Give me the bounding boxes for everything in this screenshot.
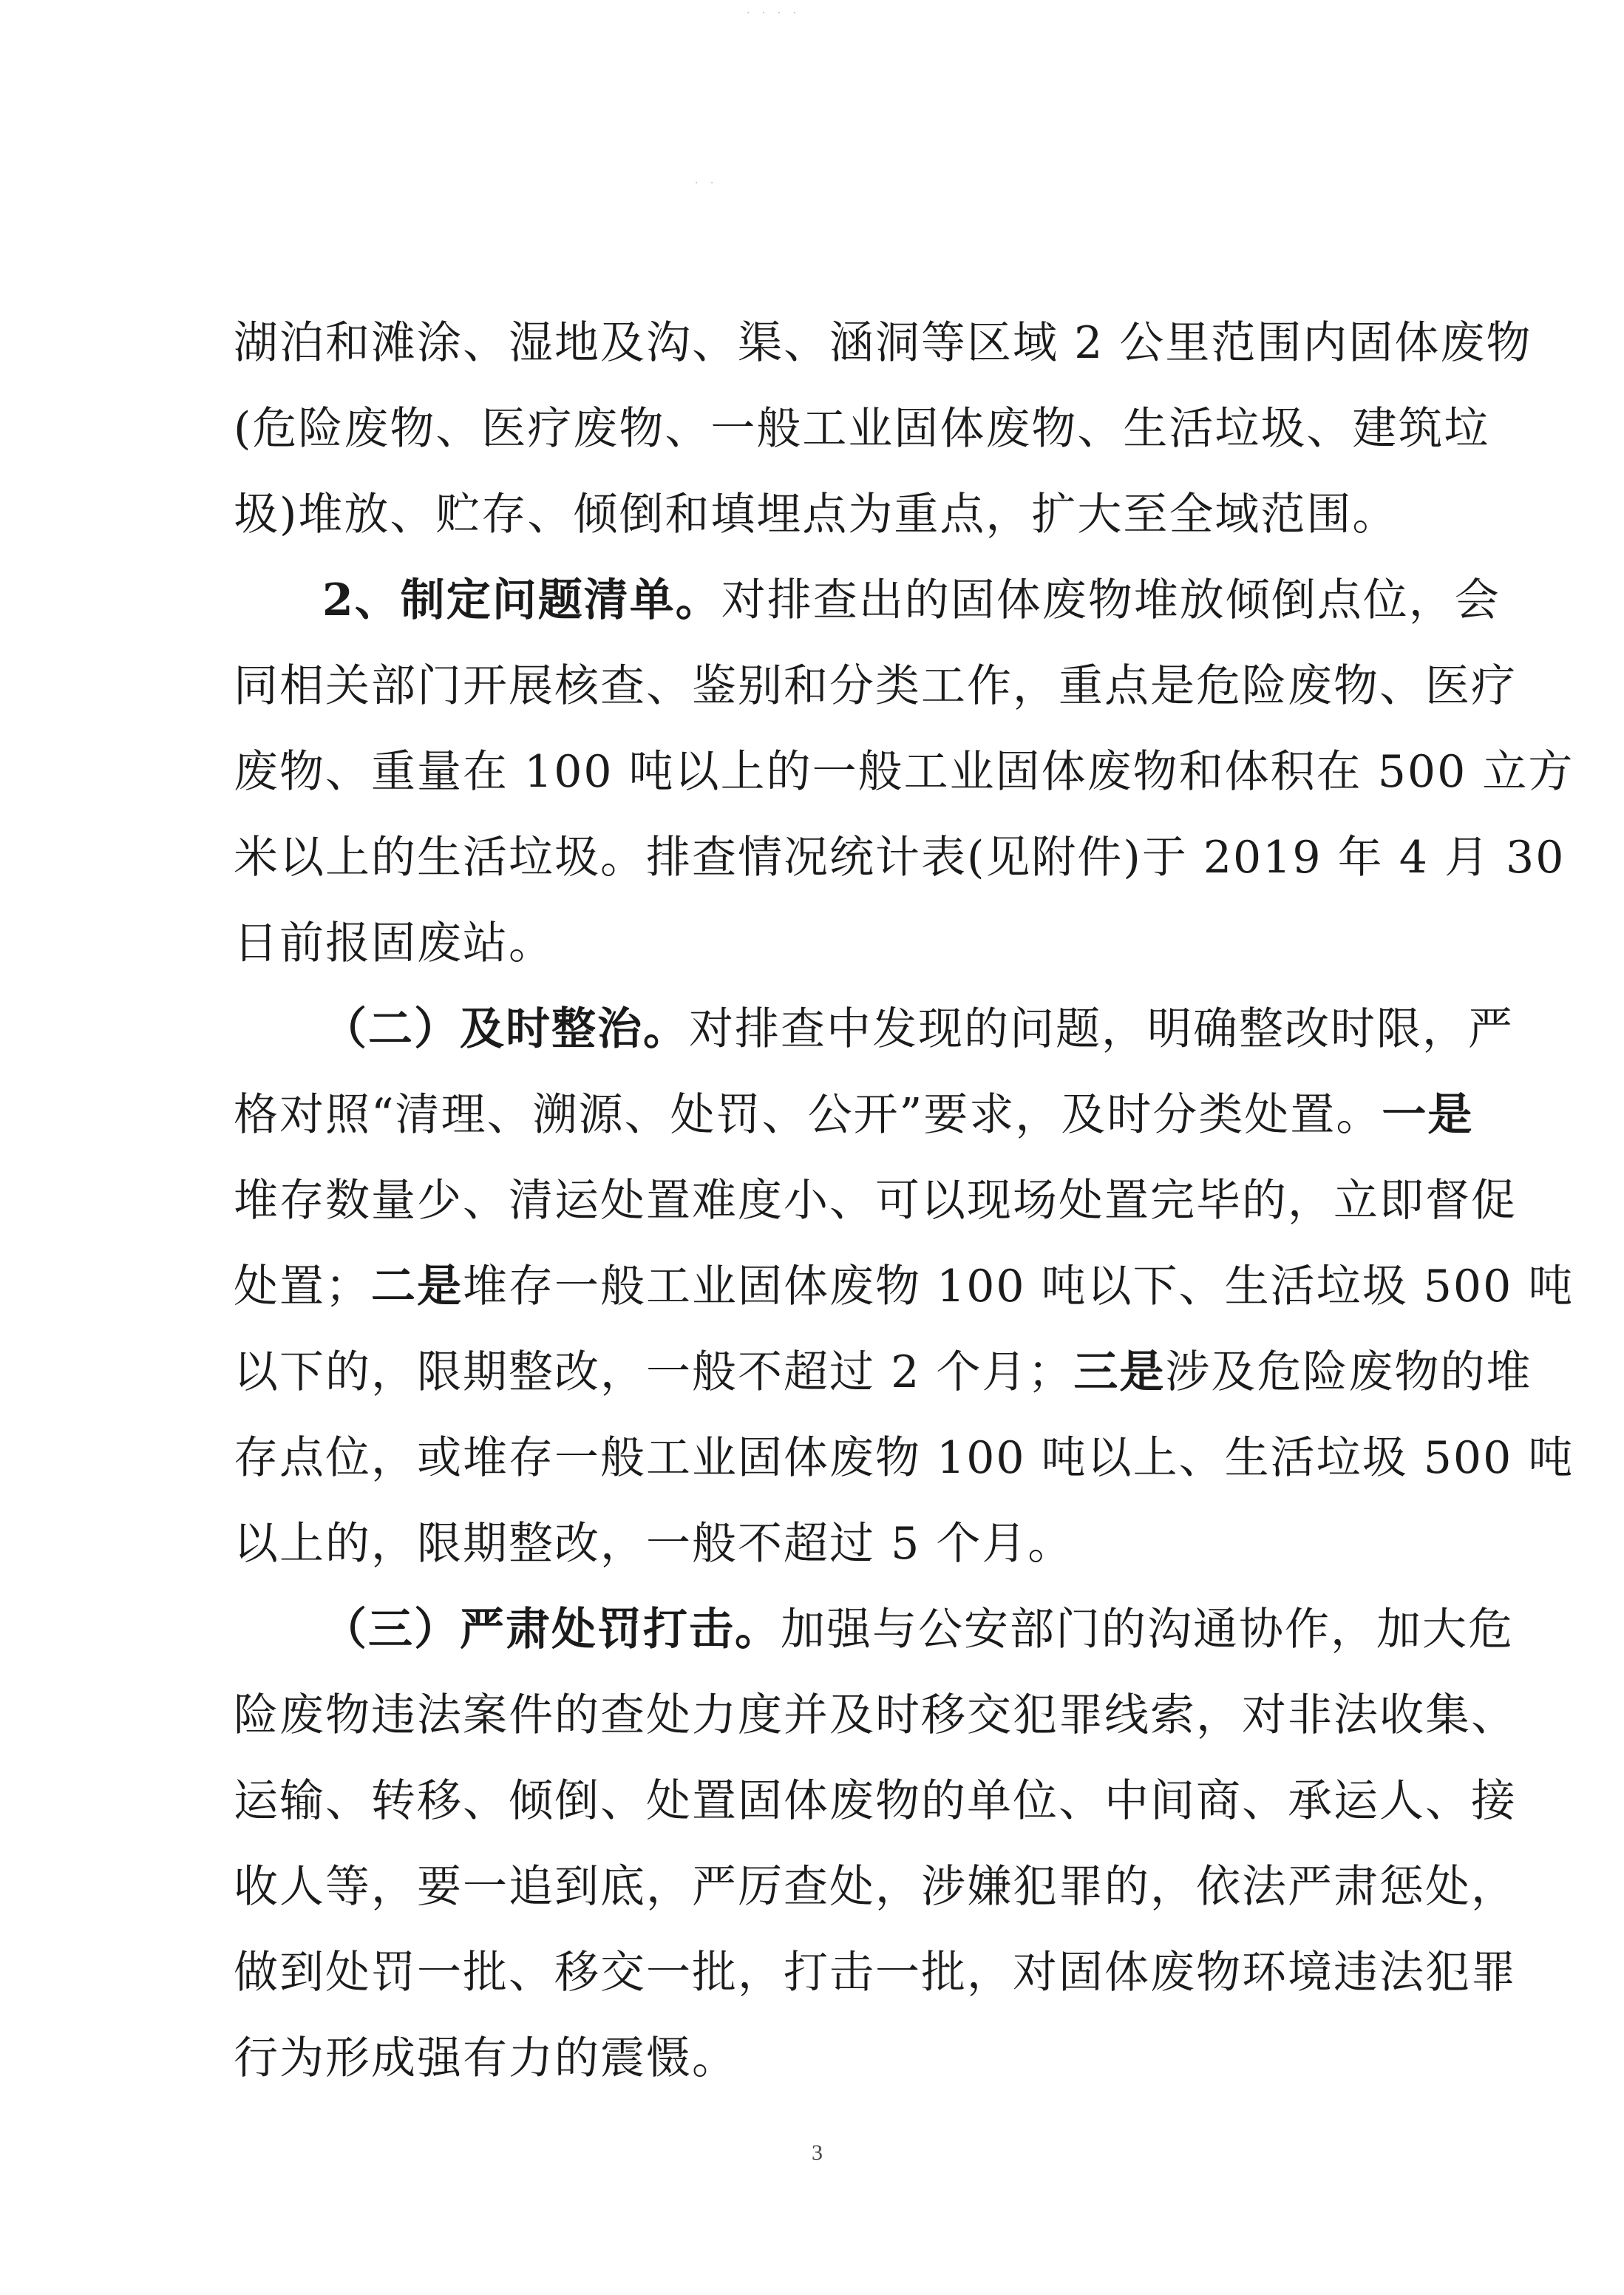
body-text: 涉及危险废物的堆 [1165, 1346, 1532, 1398]
body-text: 堆存一般工业固体废物 100 吨以下、生活垃圾 500 吨 [463, 1261, 1574, 1312]
body-text: 格对照“清理、溯源、处罚、公开”要求，及时分类处置。 [234, 1089, 1382, 1141]
body-line: 废物、重量在 100 吨以上的一般工业固体废物和体积在 500 立方 [234, 746, 1574, 798]
emphasis-text: 三是 [1073, 1346, 1166, 1398]
emphasis-text: 二是 [371, 1261, 463, 1312]
body-text: 对排查中发现的问题，明确整改时限，严 [689, 1003, 1514, 1055]
body-line: 日前报固废站。 [234, 918, 554, 969]
emphasis-text: 一是 [1382, 1089, 1474, 1141]
body-text: 加强与公安部门的沟通协作，加大危 [781, 1604, 1514, 1655]
body-line: 堆存数量少、清运处置难度小、可以现场处置完毕的，立即督促 [234, 1175, 1517, 1227]
page-number: 3 [812, 2140, 823, 2165]
body-text: 以下的，限期整改，一般不超过 2 个月； [234, 1346, 1074, 1398]
body-line: 同相关部门开展核查、鉴别和分类工作，重点是危险废物、医疗 [234, 660, 1517, 712]
body-text: 对排查出的固体废物堆放倾倒点位，会 [721, 574, 1501, 626]
section-heading: 2、制定问题清单。 [322, 574, 721, 626]
body-line: 圾)堆放、贮存、倾倒和填埋点为重点，扩大至全域范围。 [234, 489, 1399, 540]
body-line: 收人等，要一追到底，严厉查处，涉嫌犯罪的，依法严肃惩处， [234, 1861, 1517, 1913]
body-line: 米以上的生活垃圾。排查情况统计表(见附件)于 2019 年 4 月 30 [234, 832, 1566, 884]
body-line: 以上的，限期整改，一般不超过 5 个月。 [234, 1518, 1074, 1570]
body-line: 湖泊和滩涂、湿地及沟、渠、涵洞等区域 2 公里范围内固体废物 [234, 317, 1532, 369]
section-heading-line [322, 1000, 1514, 1058]
body-line: 做到处罚一批、移交一批，打击一批，对固体废物环境违法犯罪 [234, 1947, 1517, 1999]
section-heading: （二）及时整治。 [322, 1003, 689, 1055]
scan-artifact-icon: · · · · [747, 7, 801, 19]
body-line: 行为形成强有力的震慑。 [234, 2033, 738, 2084]
section-heading: （三）严肃处罚打击。 [322, 1604, 781, 1655]
body-line: 运输、转移、倾倒、处置固体废物的单位、中间商、承运人、接 [234, 1775, 1517, 1827]
body-line [234, 1258, 1574, 1315]
body-line [234, 1086, 1474, 1144]
scan-artifact-icon: · · [695, 177, 718, 189]
section-heading-line [322, 1601, 1514, 1658]
body-line [234, 1343, 1532, 1401]
body-line: 险废物违法案件的查处力度并及时移交犯罪线索，对非法收集、 [234, 1689, 1517, 1741]
body-line: (危险废物、医疗废物、一般工业固体废物、生活垃圾、建筑垃 [234, 403, 1490, 455]
body-line: 存点位，或堆存一般工业固体废物 100 吨以上、生活垃圾 500 吨 [234, 1432, 1574, 1484]
section-heading-line [322, 572, 1501, 629]
body-text: 处置； [234, 1261, 371, 1312]
